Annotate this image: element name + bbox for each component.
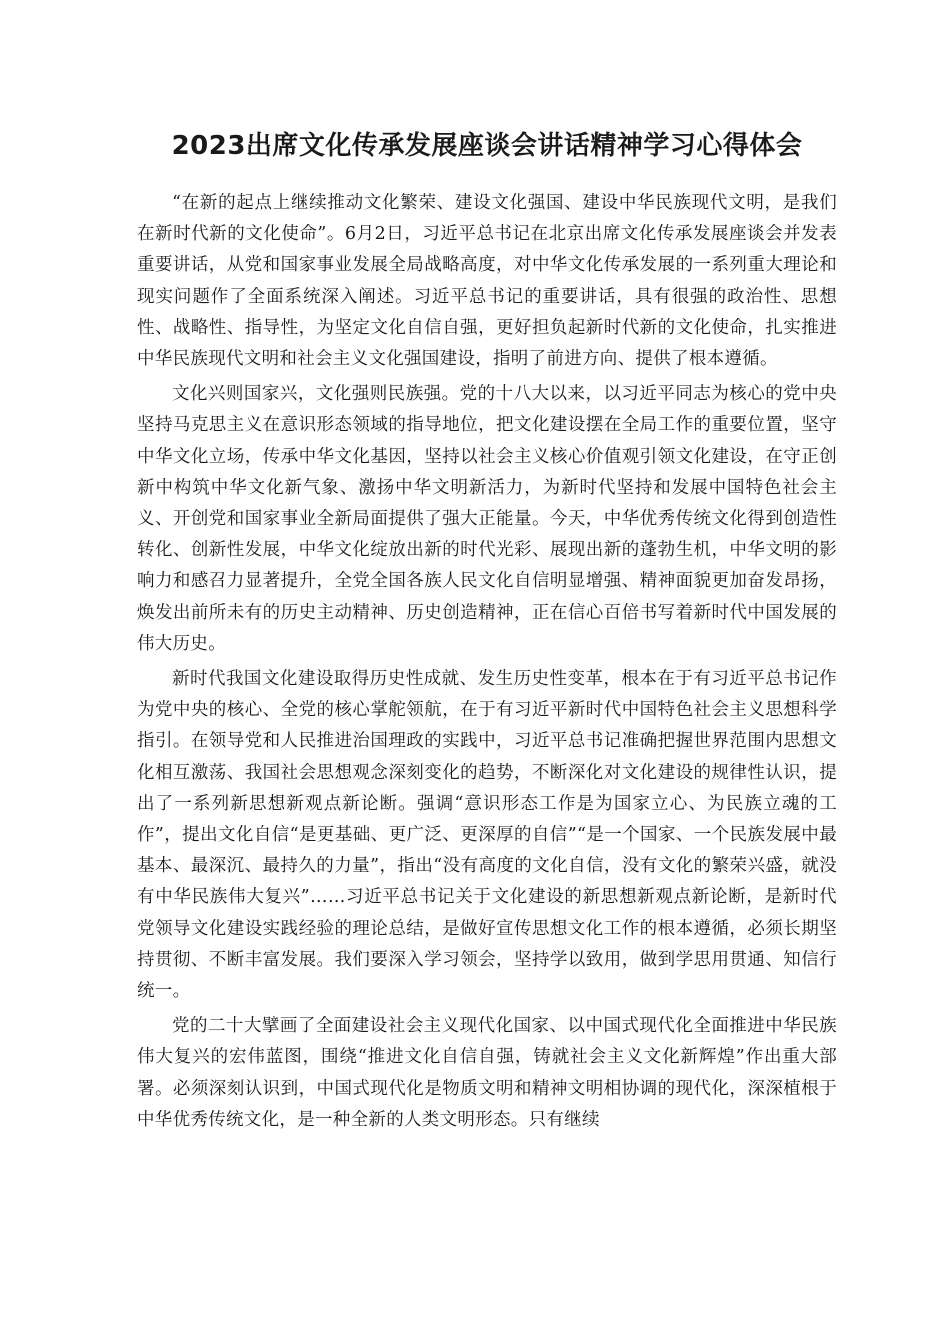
paragraph-4: 党的二十大擘画了全面建设社会主义现代化国家、以中国式现代化全面推进中华民族伟大复兴的宏伟蓝图，围绕“推进文化自信自强，铸就社会主义文化新辉煌”作出重大部署。必须深刻认识到，中国式现代化是物质文明和精神文明相协调的现代化，深深植根于中华优秀传统文化，是一种全新的人类文明形态。只有继续 [137, 1016, 837, 1130]
paragraph-2: 文化兴则国家兴，文化强则民族强。党的十八大以来，以习近平同志为核心的党中央坚持马克思主义在意识形态领域的指导地位，把文化建设摆在全局工作的重要位置，坚守中华文化立场，传承中华文化基因，坚持以社会主义核心价值观引领文化建设，在守正创新中构筑中华文化新气象、激扬中华文明新活力，为新时代坚持和发展中国特色社会主义、开创党和国家事业全新局面提供了强大正能量。今天，中华优秀传统文化得到创造性转化、创新性发展，中华文化绽放出新的时代光彩、展现出新的蓬勃生机，中华文明的影响力和感召力显著提升，全党全国各族人民文化自信明显增强、精神面貌更加奋发昂扬，焕发出前所未有的历史主动精神、历史创造精神，正在信心百倍书写着新时代中国发展的伟大历史。 [137, 384, 837, 654]
document-title: 2023出席文化传承发展座谈会讲话精神学习心得体会 [171, 131, 803, 161]
document-page [137, 128, 837, 1140]
paragraph-1: “在新的起点上继续推动文化繁荣、建设文化强国、建设中华民族现代文明，是我们在新时代新的文化使命”。6月2日，习近平总书记在北京出席文化传承发展座谈会并发表重要讲话，从党和国家事业发展全局战略高度，对中华文化传承发展的一系列重大理论和现实问题作了全面系统深入阐述。习近平总书记的重要讲话，具有很强的政治性、思想性、战略性、指导性，为坚定文化自信自强，更好担负起新时代新的文化使命，扎实推进中华民族现代文明和社会主义文化强国建设，指明了前进方向、提供了根本遵循。 [137, 193, 837, 370]
paragraph-3: 新时代我国文化建设取得历史性成就、发生历史性变革，根本在于有习近平总书记作为党中央的核心、全党的核心掌舵领航，在于有习近平新时代中国特色社会主义思想科学指引。在领导党和人民推进治国理政的实践中，习近平总书记准确把握世界范围内思想文化相互激荡、我国社会思想观念深刻变化的趋势，不断深化对文化建设的规律性认识，提出了一系列新思想新观点新论断。强调“意识形态工作是为国家立心、为民族立魂的工作”，提出文化自信“是更基础、更广泛、更深厚的自信”“是一个国家、一个民族发展中最基本、最深沉、最持久的力量”，指出“没有高度的文化自信，没有文化的繁荣兴盛，就没有中华民族伟大复兴”……习近平总书记关于文化建设的新思想新观点新论断，是新时代党领导文化建设实践经验的理论总结，是做好宣传思想文化工作的根本遵循，必须长期坚持贯彻、不断丰富发展。我们要深入学习领会，坚持学以致用，做到学思用贯通、知信行统一。 [137, 669, 837, 1002]
